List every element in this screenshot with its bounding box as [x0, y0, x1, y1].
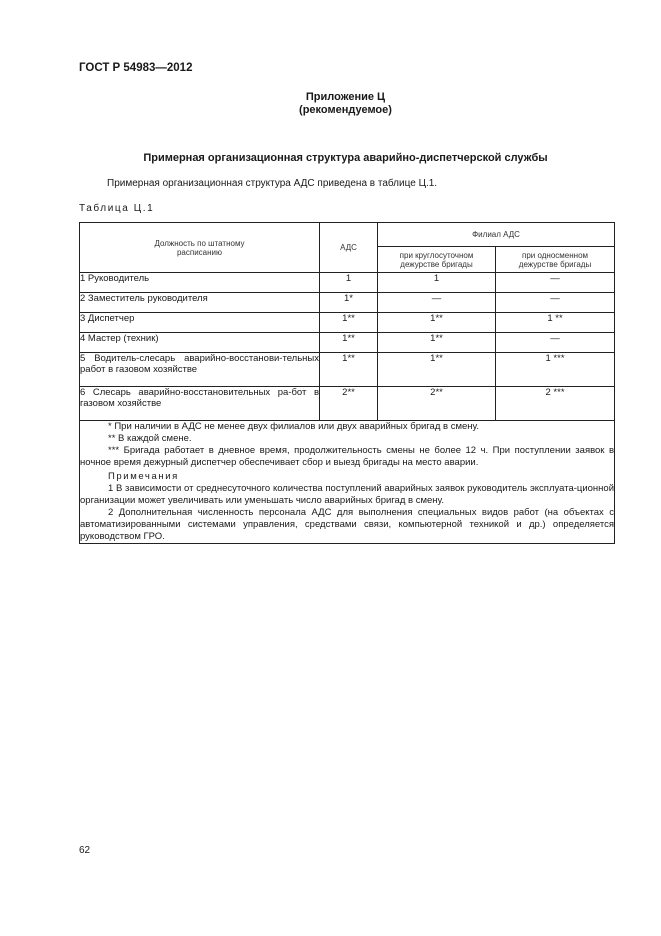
row-round: 1**: [378, 333, 496, 353]
row-ads: 1: [320, 273, 378, 293]
intro-paragraph: Примерная организационная структура АДС приведена в таблице Ц.1.: [107, 178, 438, 189]
header-branch: [378, 223, 615, 247]
row-single: 1 **: [496, 313, 615, 333]
row-single: 2 ***: [496, 387, 615, 421]
standard-code: ГОСТ Р 54983—2012: [79, 62, 193, 74]
footnotes-cell: [80, 421, 615, 544]
row-position-cell: [80, 387, 320, 421]
table-row: [80, 353, 615, 387]
page-number: 62: [79, 845, 91, 856]
row-round: 1**: [378, 353, 496, 387]
row-position: 3 Диспетчер: [80, 313, 320, 333]
section-title: Примерная организационная структура аварийно-диспетчерской службы: [143, 152, 548, 164]
row-position-cell: [80, 353, 320, 387]
appendix-title: Приложение Ц: [305, 91, 386, 103]
row-single: 1 ***: [496, 353, 615, 387]
header-ads-label: АДС: [340, 243, 357, 252]
note: 1 В зависимости от среднесуточного количества поступлений аварийных заявок руководитель эксплуата-ционной организации может увеличивать или уменьшать число аварийных бригад в смену.: [80, 483, 615, 506]
table-row: [80, 293, 615, 313]
footnote: ** В каждой смене.: [108, 433, 192, 444]
organization-structure-table: [79, 222, 615, 544]
footnote: *** Бригада работает в дневное время, продолжительность смены не более 12 ч. При поступлении заявок в ночное время дежурный диспетчер обеспечивает сбор и выезд бригады на место аварии.: [80, 445, 615, 468]
row-ads: 1*: [320, 293, 378, 313]
row-round: 1**: [378, 313, 496, 333]
header-single-shift-label: при односменном дежурстве бригады: [518, 250, 592, 269]
appendix-subtitle: (рекомендуемое): [299, 104, 392, 116]
row-position: 1 Руководитель: [80, 273, 320, 293]
appendix-heading: [0, 91, 661, 117]
table-row: [80, 387, 615, 421]
header-position-label: Должность по штатному расписанию: [154, 238, 245, 257]
header-round-the-clock-label: при круглосуточном дежурстве бригады: [399, 250, 474, 269]
row-position: 5 Водитель-слесарь аварийно-восстанови-тельных работ в газовом хозяйстве: [80, 353, 319, 375]
notes-heading: Примечания: [108, 471, 179, 482]
table-row: [80, 273, 615, 293]
header-position: [80, 223, 320, 273]
row-position: 4 Мастер (техник): [80, 333, 320, 353]
header-branch-label: Филиал АДС: [472, 230, 520, 239]
header-round-the-clock: [378, 247, 496, 273]
header-single-shift: [496, 247, 615, 273]
row-position: 2 Заместитель руководителя: [80, 293, 320, 313]
row-round: —: [378, 293, 496, 313]
header-ads: [320, 223, 378, 273]
row-ads: 1**: [320, 333, 378, 353]
table-footnotes-row: [80, 421, 615, 544]
footnote: * При наличии в АДС не менее двух филиалов или двух аварийных бригад в смену.: [108, 421, 479, 432]
row-single: —: [496, 293, 615, 313]
table-caption: Таблица Ц.1: [79, 203, 155, 214]
row-ads: 1**: [320, 313, 378, 333]
row-single: —: [496, 333, 615, 353]
row-single: —: [496, 273, 615, 293]
row-round: 2**: [378, 387, 496, 421]
row-ads: 1**: [320, 353, 378, 387]
table-row: [80, 333, 615, 353]
row-ads: 2**: [320, 387, 378, 421]
row-position: 6 Слесарь аварийно-восстановительных ра-бот в газовом хозяйстве: [80, 387, 319, 409]
row-round: 1: [378, 273, 496, 293]
table-row: [80, 313, 615, 333]
note: 2 Дополнительная численность персонала АДС для выполнения специальных видов работ (на объектах с автоматизированными системами управления, средствами связи, компьютерной техникой и др.) определяется руководством ГРО.: [80, 507, 615, 542]
